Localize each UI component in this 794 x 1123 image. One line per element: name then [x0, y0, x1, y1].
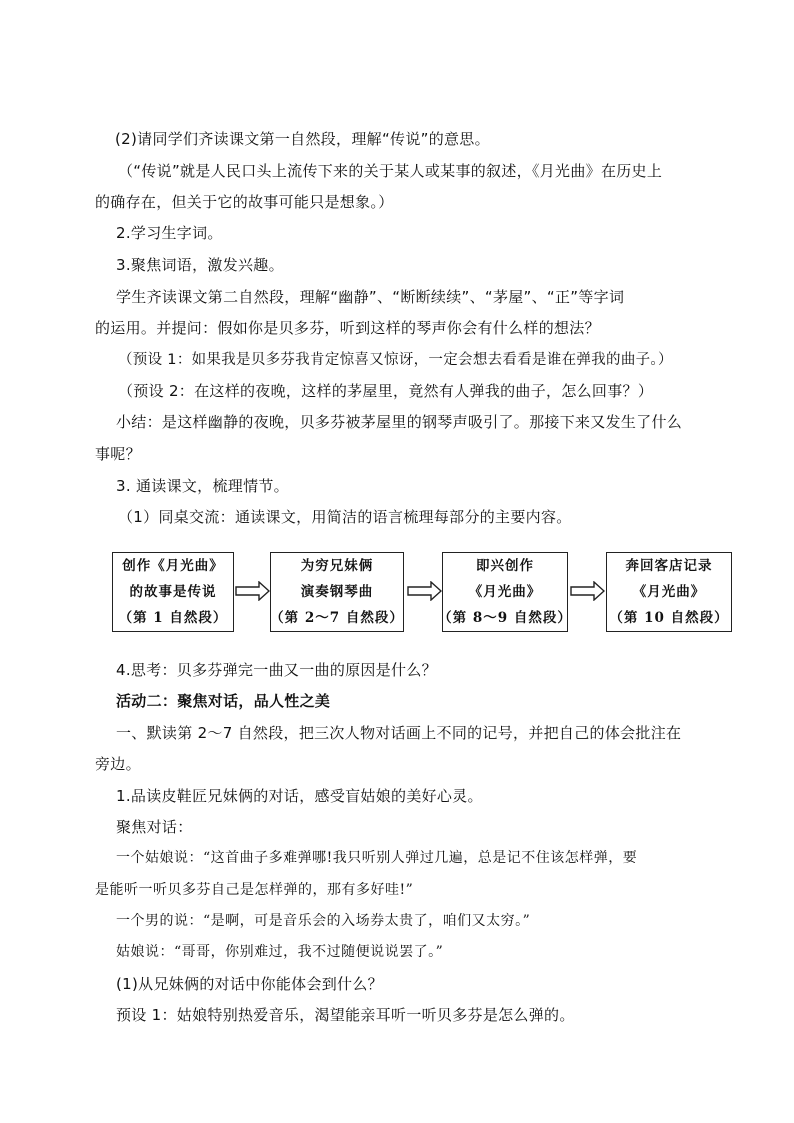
flow-box-text: 的故事是传说	[129, 584, 217, 600]
flow-box-text: 创作《月光曲》	[122, 558, 224, 574]
flow-box-4	[606, 552, 732, 632]
flow-box-text: 奔回客店记录	[625, 558, 713, 574]
flow-box-1	[112, 552, 234, 632]
paragraph-line: (1)从兄妹俩的对话中你能体会到什么？	[116, 975, 383, 993]
dialogue-line: 姑娘说：“哥哥，你别难过，我不过随便说说罢了。”	[116, 944, 444, 960]
paragraph-line: 3.聚焦词语，激发兴趣。	[116, 256, 284, 274]
flow-box-text: 演奏钢琴曲	[300, 584, 374, 600]
paragraph-line: 1.品读皮鞋匠兄妹俩的对话，感受盲姑娘的美好心灵。	[116, 787, 483, 805]
paragraph-line: 一、默读第 2～7 自然段，把三次人物对话画上不同的记号，并把自己的体会批注在	[116, 724, 682, 742]
paragraph-line: （1）同桌交流：通读课文，用简洁的语言梳理每部分的主要内容。	[118, 508, 572, 526]
flow-box-text: 《月光曲》	[632, 584, 706, 600]
right-arrow-icon	[407, 581, 442, 601]
section-heading: 活动二：聚焦对话，品人性之美	[116, 692, 331, 710]
paragraph-line: （预设 1：如果我是贝多芬我肯定惊喜又惊讶，一定会想去看看是谁在弹我的曲子。）	[118, 352, 673, 368]
flow-box-3	[438, 552, 572, 632]
right-arrow-icon	[235, 581, 270, 601]
paragraph-line: 聚焦对话：	[116, 818, 193, 836]
paragraph-line: 3. 通读课文，梳理情节。	[116, 477, 289, 495]
paragraph-line: 4.思考：贝多芬弹完一曲又一曲的原因是什么？	[116, 661, 437, 679]
paragraph-line: 学生齐读课文第二自然段，理解“幽静”、“断断续续”、“茅屋”、“正”等字词	[116, 288, 625, 306]
paragraph-line: 旁边。	[95, 755, 141, 773]
paragraph-line: （预设 2：在这样的夜晚，这样的茅屋里，竟然有人弹我的曲子，怎么回事？）	[118, 382, 654, 400]
paragraph-line: 事呢？	[95, 445, 141, 463]
flow-box-text: 即兴创作	[476, 558, 534, 574]
flow-box-2	[270, 552, 404, 632]
dialogue-line: 一个姑娘说：“这首曲子多难弹哪!我只听别人弹过几遍，总是记不住该怎样弹，要	[116, 850, 638, 866]
paragraph-line: （“传说”就是人民口头上流传下来的关于某人或某事的叙述，《月光曲》在历史上	[118, 162, 663, 180]
flow-box-text: （第 10 自然段）	[609, 610, 729, 626]
paragraph-line: 小结：是这样幽静的夜晚，贝多芬被茅屋里的钢琴声吸引了。那接下来又发生了什么	[116, 413, 683, 431]
dialogue-line: 是能听一听贝多芬自己是怎样弹的，那有多好哇!”	[95, 882, 414, 898]
plot-flowchart	[112, 552, 732, 634]
paragraph-line: 的运用。并提问：假如你是贝多芬，听到这样的琴声你会有什么样的想法？	[95, 319, 600, 337]
paragraph-line: (2)请同学们齐读课文第一自然段，理解“传说”的意思。	[115, 130, 490, 148]
paragraph-line: 预设 1：姑娘特别热爱音乐，渴望能亲耳听一听贝多芬是怎么弹的。	[116, 1006, 575, 1024]
flow-box-text: （第 8～9 自然段）	[438, 610, 572, 626]
paragraph-line: 2.学习生字词。	[116, 224, 223, 242]
right-arrow-icon	[570, 581, 605, 601]
paragraph-line: 的确存在，但关于它的故事可能只是想象。）	[95, 193, 394, 211]
dialogue-line: 一个男的说：“是啊，可是音乐会的入场券太贵了，咱们又太穷。”	[116, 913, 531, 929]
flow-box-text: （第 2～7 自然段）	[270, 610, 404, 626]
flow-box-text: 《月光曲》	[468, 584, 542, 600]
flow-box-text: （第 1 自然段）	[118, 610, 228, 626]
flow-box-text: 为穷兄妹俩	[300, 558, 374, 574]
